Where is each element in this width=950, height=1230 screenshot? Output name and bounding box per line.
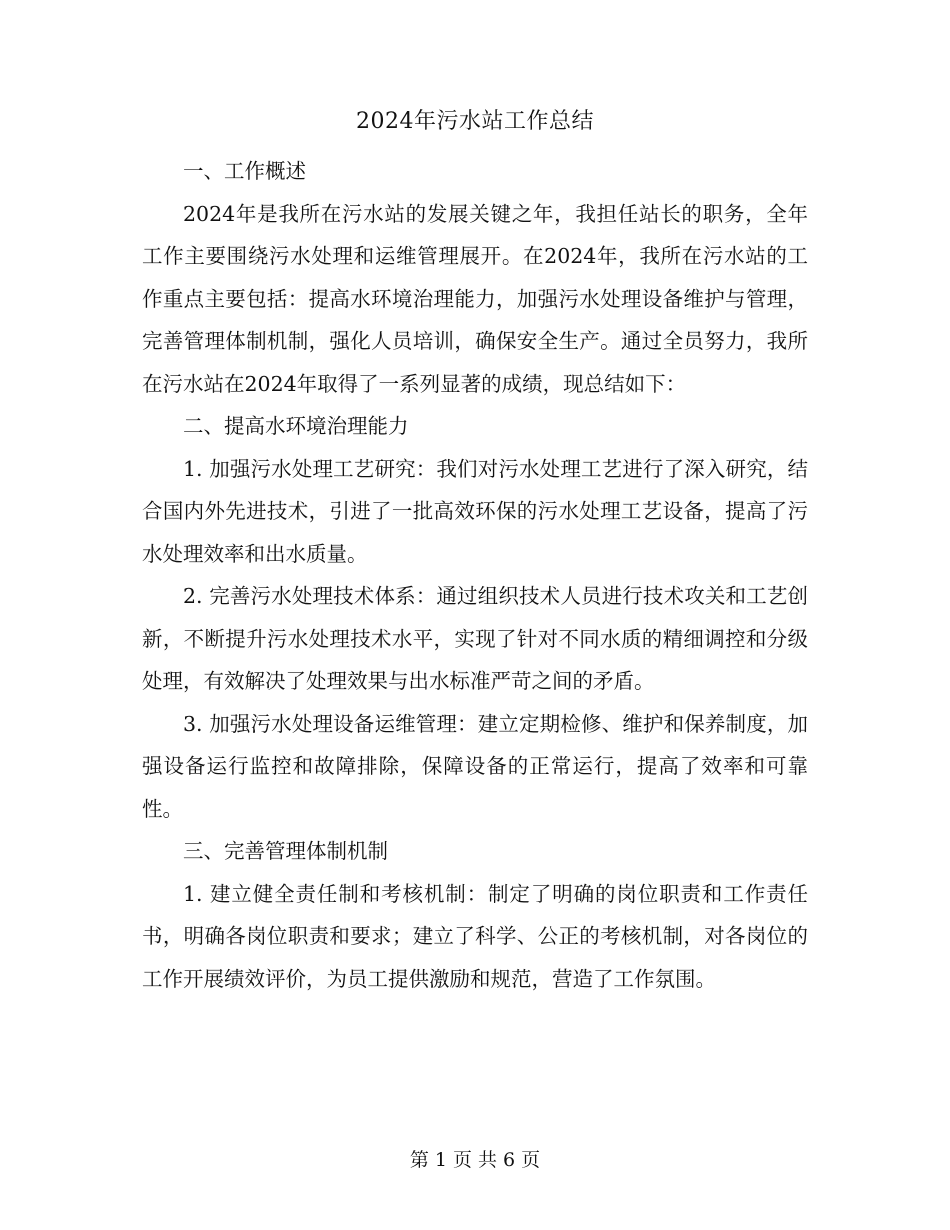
section-heading-water-governance: 二、提高水环境治理能力 xyxy=(183,414,409,438)
paragraph-equipment-maintenance: 3. 加强污水处理设备运维管理：建立定期检修、维护和保养制度，加强设备运行监控和故障排除，保障设备的正常运行，提高了效率和可靠性。 xyxy=(142,711,808,821)
paragraph-responsibility-system: 1. 建立健全责任制和考核机制：制定了明确的岗位职责和工作责任书，明确各岗位职责和要求；建立了科学、公正的考核机制，对各岗位的工作开展绩效评价，为员工提供激励和规范，营造了工作氛围。 xyxy=(142,881,808,991)
paragraph-process-research: 1. 加强污水处理工艺研究：我们对污水处理工艺进行了深入研究，结合国内外先进技术，引进了一批高效环保的污水处理工艺设备，提高了污水处理效率和出水质量。 xyxy=(142,456,808,566)
page-number-footer: 第 1 页 共 6 页 xyxy=(409,1149,541,1171)
document-title: 2024年污水站工作总结 xyxy=(356,109,594,134)
paragraph-overview: 2024年是我所在污水站的发展关键之年，我担任站长的职务，全年工作主要围绕污水处理和运维管理展开。在2024年，我所在污水站的工作重点主要包括：提高水环境治理能力，加强污水处理设备维护与管理，完善管理体制机制，强化人员培训，确保安全生产。通过全员努力，我所在污水站在2024年取得了一系列显著的成绩，现总结如下： xyxy=(142,201,808,396)
paragraph-technology-system: 2. 完善污水处理技术体系：通过组织技术人员进行技术攻关和工艺创新，不断提升污水处理技术水平，实现了针对不同水质的精细调控和分级处理，有效解决了处理效果与出水标准严苛之间的矛盾。 xyxy=(142,584,808,693)
section-heading-management: 三、完善管理体制机制 xyxy=(183,839,388,863)
section-heading-overview: 一、工作概述 xyxy=(183,159,306,183)
document-body xyxy=(142,150,808,1000)
